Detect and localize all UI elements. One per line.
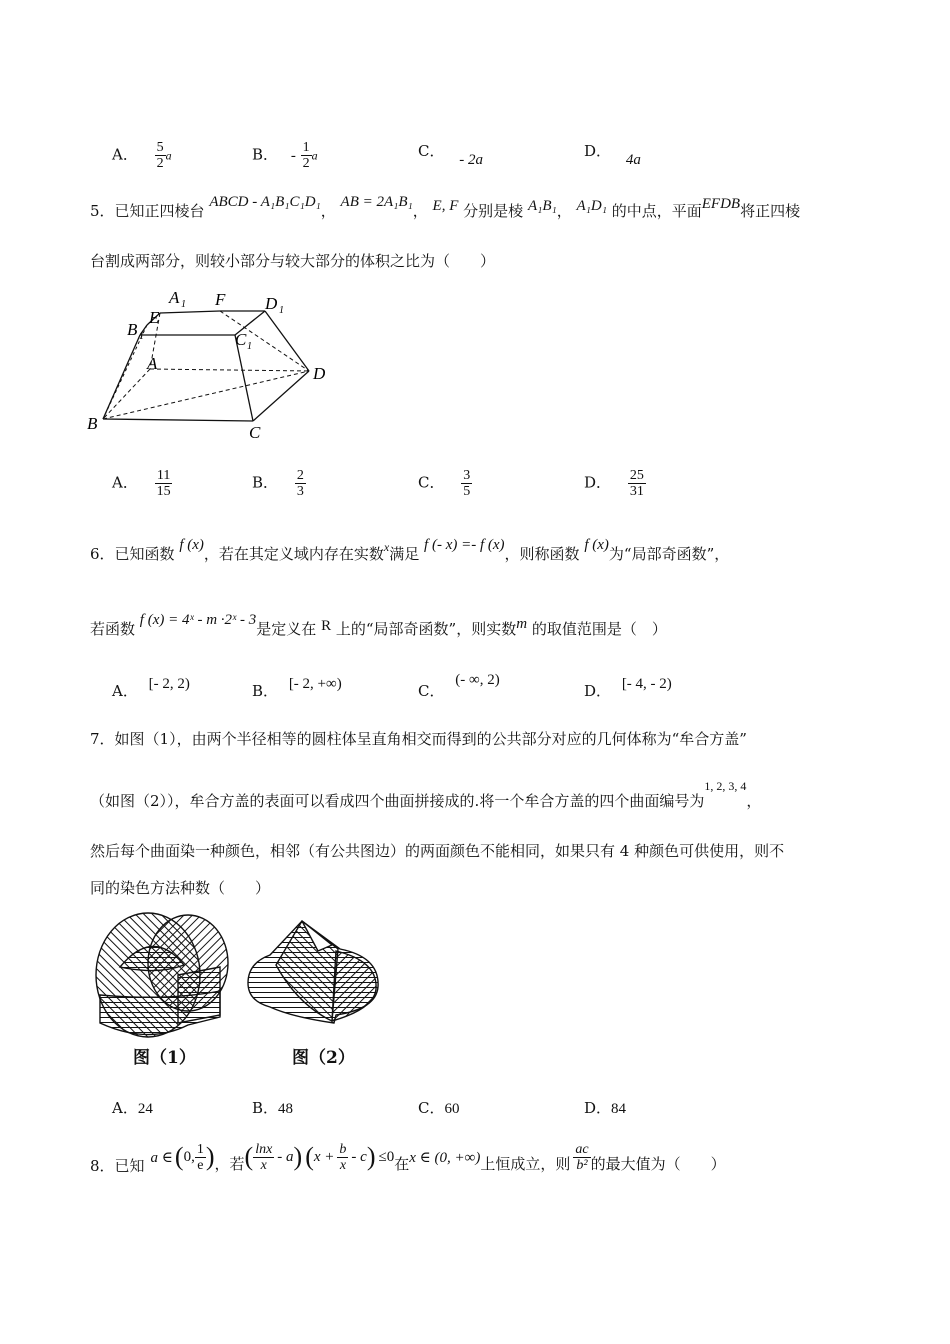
- figure-2-caption: 图（2）: [292, 1048, 355, 1068]
- q7-stem-line1: 7．如图（1），由两个半径相等的圆柱体呈直角相交而得到的公共部分对应的几何体称为“牟合方盖”: [90, 730, 747, 748]
- label-c: C: [249, 423, 261, 442]
- q4-option-c[interactable]: C． - 2a: [418, 142, 484, 168]
- fraction: $\frac{5}{2}$: [156, 140, 164, 171]
- q5-option-a[interactable]: A． $\frac{11}{15}$: [112, 468, 171, 499]
- fraction: $\frac{\ln x}{x}$: [255, 1141, 273, 1173]
- q5-option-b[interactable]: B． $\frac{2}{3}$: [252, 468, 304, 499]
- fraction: $\frac{1}{2}$: [302, 140, 310, 171]
- q5-option-d[interactable]: D． $\frac{25}{31}$: [584, 468, 644, 499]
- q6-option-a[interactable]: A． [- 2, 2): [112, 676, 190, 700]
- frustum-figure: [85, 283, 345, 443]
- svg-text:1: 1: [247, 341, 252, 352]
- svg-text:1: 1: [181, 299, 186, 310]
- figure-2-mouhefanggai: [248, 921, 378, 1023]
- label-b1: B: [127, 320, 138, 339]
- figure-1-intersecting-cylinders: [96, 913, 228, 1037]
- q7-stem-line3: 然后每个曲面染一种颜色，相邻（有公共图边）的两面颜色不能相同，如果只有 4 种颜色可供使用，则不: [90, 842, 785, 860]
- label-d1: D: [265, 294, 278, 313]
- label-b: B: [87, 414, 98, 433]
- fraction: $\frac{2}{3}$: [296, 468, 304, 499]
- fraction: $\frac{ac}{\text{b²}}$: [575, 1141, 589, 1173]
- label-e: E: [149, 308, 160, 327]
- q7-stem-line4: 同的染色方法种数（ ）: [90, 879, 271, 897]
- q6-option-d[interactable]: D． [- 4, - 2): [584, 676, 672, 700]
- q6-option-b[interactable]: B． [- 2, +∞): [252, 676, 342, 700]
- label-a: A: [147, 354, 158, 373]
- q6-stem-line2: 若函数 f (x) = 4ˣ - m ·2ˣ - 3是定义在 R 上的“局部奇函数”，则实数m 的取值范围是（ ）: [90, 612, 667, 638]
- q7-option-d[interactable]: D．84: [584, 1099, 627, 1117]
- edge-a1-f-d1: [160, 311, 220, 313]
- figure-1-caption: 图（1）: [133, 1048, 196, 1068]
- q6-option-c[interactable]: C． (- ∞, 2): [418, 672, 500, 700]
- label-d: D: [313, 364, 326, 383]
- q4-option-d[interactable]: D． 4a: [584, 142, 641, 168]
- q8-stem: 8．已知 a ∈ ( 0, $\frac{1}{e}$ ) ，若 ( $\frac{\ln x}{x}$ - a ) ( x + $\frac{b}{x}$ - c ) ≤0 在 x ∈ (0, +∞) 上恒成立，则 $\frac{ac}{\text{b²}}$ 的最大值为（ ）: [90, 1141, 726, 1175]
- q6-stem-line1: 6．已知函数 f (x)，若在其定义域内存在实数$^x$满足 f (- x) =- f (x)，则称函数 f (x)为“局部奇函数”，: [90, 537, 730, 563]
- q7-stem-line2: （如图（2）），牟合方盖的表面可以看成四个曲面拼接成的.将一个牟合方盖的四个曲面编号为$^{1, 2, 3, 4}$，: [90, 779, 762, 810]
- label-f: F: [215, 290, 226, 309]
- label-c1: C: [235, 330, 247, 349]
- fraction: $\frac{25}{31}$: [629, 468, 644, 499]
- q7-option-c[interactable]: C．60: [418, 1099, 460, 1117]
- fraction: $\frac{b}{x}$: [339, 1141, 347, 1173]
- q5-stem-line1: 5．已知正四棱台 ABCD - A₁B₁C₁D₁， AB = 2A₁B₁， E, F 分别是棱 A₁B₁， A₁D₁ 的中点，平面EFDB将正四棱: [90, 194, 801, 220]
- q4-option-a[interactable]: A． $\frac{5}{2}$ a: [112, 140, 172, 171]
- fraction: $\frac{11}{15}$: [156, 468, 171, 499]
- fraction: $\frac{1}{e}$: [196, 1141, 204, 1173]
- q4-option-b[interactable]: B． - $\frac{1}{2}$ a: [252, 140, 318, 171]
- q5-option-c[interactable]: C． $\frac{3}{5}$: [418, 468, 471, 499]
- q7-option-b[interactable]: B．48: [252, 1099, 294, 1117]
- label-a1: A: [169, 288, 180, 307]
- q5-stem-line2: 台割成两部分，则较小部分与较大部分的体积之比为（ ）: [90, 252, 496, 270]
- svg-text:1: 1: [279, 305, 284, 316]
- fraction: $\frac{3}{5}$: [463, 468, 471, 499]
- q7-option-a[interactable]: A．24: [112, 1099, 153, 1117]
- svg-text:1: 1: [139, 331, 144, 342]
